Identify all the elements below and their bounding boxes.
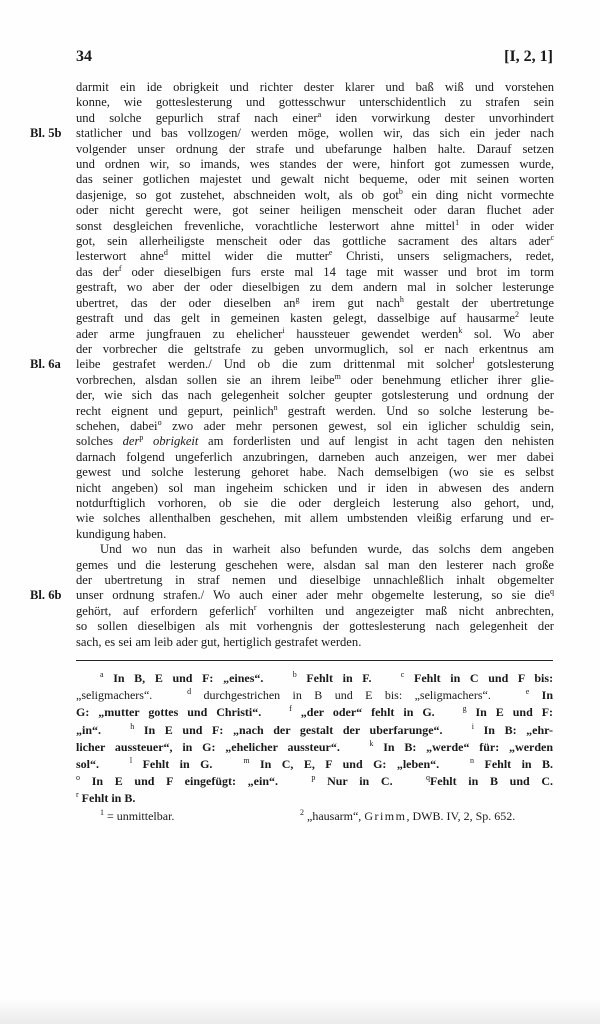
footnote-f: „der oder“ fehlt in G. [300, 705, 435, 720]
footnote-mark: m [243, 756, 250, 766]
line-text: leute [519, 311, 554, 326]
section-reference: [I, 2, 1] [504, 48, 553, 65]
footnote-reference: d [163, 248, 168, 258]
line-text: gestraft werden. Und so solche lesterung be- [277, 403, 554, 418]
footnote-reference: o [157, 417, 162, 427]
line-text: ubertret, das der oder dieselben an [76, 295, 296, 310]
folio-margin-label: Bl. 6b [30, 588, 62, 603]
numbered-note-1 [100, 808, 300, 825]
text-line [76, 327, 554, 342]
line-text: das seiner gotlichen majestet und gewalt nicht bequeme, oder mit seinen worten [76, 172, 554, 187]
line-text: in oder wider [459, 218, 555, 233]
numbered-notes-line [76, 808, 553, 825]
line-text: iden vorwirkung dester unvorhindert [321, 110, 554, 125]
footnote-reference: l [472, 356, 475, 366]
footnote-g: In E und F: [475, 705, 554, 720]
text-line [76, 296, 554, 311]
footnote-i-cont: licher aussteuer“, in G: „ehelicher aussteur“. [76, 739, 340, 754]
line-text: konne, wie gotteslesterung und gottesschwur unterschidentlich zu strafen sein [76, 95, 554, 110]
line-text: got, sein allerheiligste menscheit oder das gottliche sacrament des altars ader [76, 234, 551, 249]
line-text: mittel wider die mutter [167, 249, 329, 264]
text-line [76, 542, 554, 557]
line-text: recht eignent und gepurt, peinlich [76, 403, 274, 418]
text-line [76, 404, 554, 419]
line-text: der ubertretung in straf nemen und dieselbige unnachleßlich inhalt obgemelter [76, 573, 554, 587]
text-line [76, 619, 554, 634]
folio-margin-label: Bl. 5b [30, 126, 62, 141]
footnote-e: In [541, 688, 554, 703]
scan-edge-shadow [0, 998, 600, 1024]
footnote-mark: q [425, 773, 430, 783]
line-text: Und wo nun das in warheit also befunden wurde, das solchs dem angeben [100, 542, 554, 557]
footnote-e-cont: G: „mutter gottes und Christi“. [76, 705, 262, 720]
footnote-reference: 2 [515, 310, 520, 320]
line-text: volgender unser ordnung der strafe und ubefarunge halben halte. Darauf setzen [76, 141, 554, 156]
line-text: und solche gepurlich straf nach einer [76, 110, 318, 125]
footnote-k: In B: „werde“ für: „werden [383, 739, 554, 754]
line-text: ein ding nicht vormechte [402, 187, 555, 202]
line-text: so sollen dieselbigen als mit vorhengnis der gotteslesterung nach gelegenheit der [76, 619, 554, 634]
line-text: der [122, 434, 140, 449]
line-text: sol. Wo aber [462, 326, 554, 341]
footnote-mark: d [187, 687, 192, 697]
text-line [76, 419, 554, 434]
footnote-mark: k [369, 738, 374, 748]
main-text [30, 80, 555, 650]
footnotes [76, 670, 553, 825]
line-text: darnach folgend ungeferlich anzubringen, darneben auch anzeigen, wer mer dabei [76, 449, 554, 464]
footnote-mark: f [289, 704, 292, 714]
footnote-b: Fehlt in F. [306, 671, 372, 685]
note-text: = unmittelbar. [107, 808, 175, 823]
footnote-line [76, 739, 553, 756]
text-line [76, 527, 554, 542]
text-line [76, 203, 554, 218]
text-line [76, 511, 554, 526]
line-text: darmit ein ide obrigkeit und richter dester klarer und baß wiß und vorstehen [76, 80, 554, 94]
footnote-o: In E und F eingefügt: „ein“. [91, 774, 279, 789]
text-line [76, 80, 554, 95]
line-text: gewest und solche lesterung gehoret habe. Nach demselbigen (wo sie es selbst [76, 465, 554, 480]
footnote-mark: h [130, 721, 135, 731]
footnote-reference: k [458, 325, 463, 335]
line-text: lesterwort ahne [76, 249, 164, 264]
note-author: Grimm [364, 808, 407, 823]
text-line [76, 265, 554, 280]
note-mark: 1 [100, 807, 104, 817]
line-text: das der [76, 264, 119, 279]
footnote-m: In C, E, F und G: „leben“. [259, 757, 440, 772]
line-text: dasjenige, so got zustehet, abschneiden wolt, als ob got [76, 187, 399, 202]
line-text: oder dieselbigen furs erste mal 14 tage mit wasser und brot im torm [121, 264, 554, 279]
footnote-mark: r [76, 790, 79, 800]
footnote-c: Fehlt in C und F bis: [413, 671, 554, 685]
footnote-mark: c [400, 670, 405, 679]
line-text: kundigung haben. [76, 526, 167, 541]
footnote-i: In B: „ehr- [483, 722, 554, 737]
text-line [76, 450, 554, 465]
line-text: oder benehmung etlicher ihrer glie- [340, 372, 554, 387]
line-text: schehen, dabei [76, 418, 158, 433]
footnote-d: durchgestrichen in B und E bis: „seligmachers“. [203, 688, 491, 703]
footnote-mark: o [76, 773, 80, 783]
footnote-reference: r [253, 602, 257, 612]
footnote-p: Nur in C. [327, 774, 393, 789]
footnote-l: Fehlt in G. [142, 757, 213, 772]
folio-margin-label: Bl. 6a [30, 357, 61, 372]
text-line [76, 142, 554, 157]
text-line [76, 249, 554, 264]
footnote-line [76, 773, 553, 790]
line-text: gestalt der ubertretunge [403, 295, 555, 310]
text-line [76, 635, 554, 650]
footnote-reference: c [550, 233, 554, 243]
footnote-mark: p [311, 773, 316, 783]
text-line [76, 496, 554, 511]
footnote-reference: h [399, 294, 404, 304]
line-text: zwo ader mehr personen gewest, sol ein iglicher schuldig sein, [161, 418, 554, 433]
text-line [76, 111, 554, 126]
line-text: sonst desgleichen frevenliche, vorachtliche lesterwort ahne mittel [76, 218, 456, 233]
text-line [30, 356, 554, 372]
footnote-a: In B, E und F: „eines“. [113, 671, 264, 685]
footnote-reference: a [317, 109, 322, 119]
text-line [76, 388, 554, 403]
line-text: vorhilten und angezeigter maß nicht anbrechten, [256, 603, 554, 618]
footnote-reference: e [328, 248, 333, 258]
page-number: 34 [76, 48, 92, 65]
footnote-reference: n [273, 402, 278, 412]
footnote-line [76, 670, 553, 687]
text-line [76, 573, 554, 588]
text-line [76, 604, 554, 619]
line-text: notdurftiglich vorhoren, ob sie die oder dergleich lesterung also gehort, und, [76, 495, 554, 510]
footnote-r: Fehlt in B. [81, 791, 136, 806]
footnote-rule [76, 660, 553, 661]
footnote-mark: a [100, 670, 104, 679]
footnote-line [76, 722, 553, 739]
footnote-mark: n [470, 756, 475, 766]
footnote-line [76, 790, 553, 807]
footnote-reference: b [398, 186, 403, 196]
text-line [76, 434, 554, 449]
footnote-reference: 1 [455, 217, 460, 227]
line-text: gehört, auf erfordern geferlich [76, 603, 254, 618]
footnote-line [76, 704, 553, 721]
note-text: „hausarm“, [307, 808, 362, 823]
line-text: leibe gestrafet werden./ Und ob die zum drittenmal mit solcher [76, 357, 473, 372]
line-text: statlicher und bas vollzogen/ werden möge, wollen wir, das sich ein jeder nach [76, 126, 554, 141]
running-head [76, 46, 553, 68]
footnote-reference: i [282, 325, 285, 335]
footnote-reference: g [295, 294, 300, 304]
text-line [76, 465, 554, 480]
text-line [76, 219, 554, 234]
line-text: und ordnen wir, so imands, wes standes der were, hinfort got zumessen wurde, [76, 157, 554, 172]
line-text: sach, es sei am leib ader gut, hertiglich gestrafet werden. [76, 634, 362, 649]
text-line [76, 234, 554, 249]
line-text: gestraft, wo aber der oder dieselbigen zu dem andern mal in solcher lesterunge [76, 280, 554, 295]
footnote-reference: q [550, 587, 554, 597]
footnote-mark: g [462, 704, 467, 714]
note-mark: 2 [300, 807, 304, 817]
numbered-note-2 [300, 809, 515, 823]
footnote-n: Fehlt in B. [484, 757, 554, 772]
footnote-mark: b [292, 670, 297, 679]
line-text: gestraft und das gelt in gemeinen kasten gelegt, dasselbige auf hausarme [76, 311, 516, 326]
line-text: der, wie sich das nach gelegenheit solcher geupter gotslesterung und ordnung der [76, 388, 554, 403]
footnote-mark: l [129, 756, 133, 766]
line-text: der vorbrecher die geltstrafe zu geben unvormuglich, sol er nach erkentnus am [76, 341, 554, 356]
line-text: irem gut nach [299, 295, 400, 310]
line-text: gemes und die lesterung geschehen were, alsdan sal man den lesterer nach große [76, 557, 554, 572]
line-text: unser ordnung strafen./ Wo auch einer ader mehr obgemelte lesterung, so sie die [76, 588, 550, 603]
footnote-h: In E und F: „nach der gestalt der uberfarunge“. [143, 722, 443, 737]
text-line [76, 481, 554, 496]
line-text: vorbrechen, alsdan sollen sie an ihrem leibe [76, 372, 335, 387]
footnote-reference: p [139, 433, 144, 443]
footnote-k-cont: sol“. [76, 757, 100, 772]
footnote-g-cont: „in“. [76, 722, 102, 737]
line-text: wie solches allenthalben geschehen, mit allem umbstenden vleißig erfarung und er- [76, 511, 554, 526]
footnote-mark: e [525, 687, 530, 697]
text-line [76, 558, 554, 573]
footnote-line [76, 687, 553, 704]
line-text: ader arme jungfrauen zu ehelicher [76, 326, 283, 341]
note-text-rest: , DWB. IV, 2, Sp. 652. [406, 808, 516, 823]
line-text: nicht angeben) sol man ingeheim schicken und ir iden in abwesen des andern [76, 480, 554, 495]
text-line [76, 373, 554, 388]
text-line [76, 342, 554, 357]
line-text: gotslesterung [474, 357, 554, 372]
text-line [76, 172, 554, 187]
footnote-reference: m [334, 371, 341, 381]
line-text: oder nicht gerecht were, got seiner heiligen menscheit oder daran fluchet ader [76, 203, 554, 218]
text-line [30, 126, 554, 141]
text-line [76, 157, 554, 172]
line-text: Christi, unsers seligmachers, redet, [332, 249, 555, 264]
line-text: am forderlisten und auf lengist in acht tagen den nehisten [198, 434, 554, 449]
text-line [76, 188, 554, 203]
text-line [76, 95, 554, 110]
footnote-reference: f [118, 263, 122, 273]
footnote-line [76, 756, 553, 773]
text-line [76, 311, 554, 326]
line-text: haussteuer gewendet werden [284, 326, 459, 341]
text-line [30, 587, 554, 603]
footnote-c-cont: „seligmachers“. [76, 688, 153, 703]
text-line [76, 280, 554, 295]
line-text: solches [76, 434, 123, 449]
footnote-q: Fehlt in B und C. [429, 774, 554, 789]
footnote-mark: i [471, 721, 475, 731]
line-text: obrigkeit [143, 434, 199, 449]
